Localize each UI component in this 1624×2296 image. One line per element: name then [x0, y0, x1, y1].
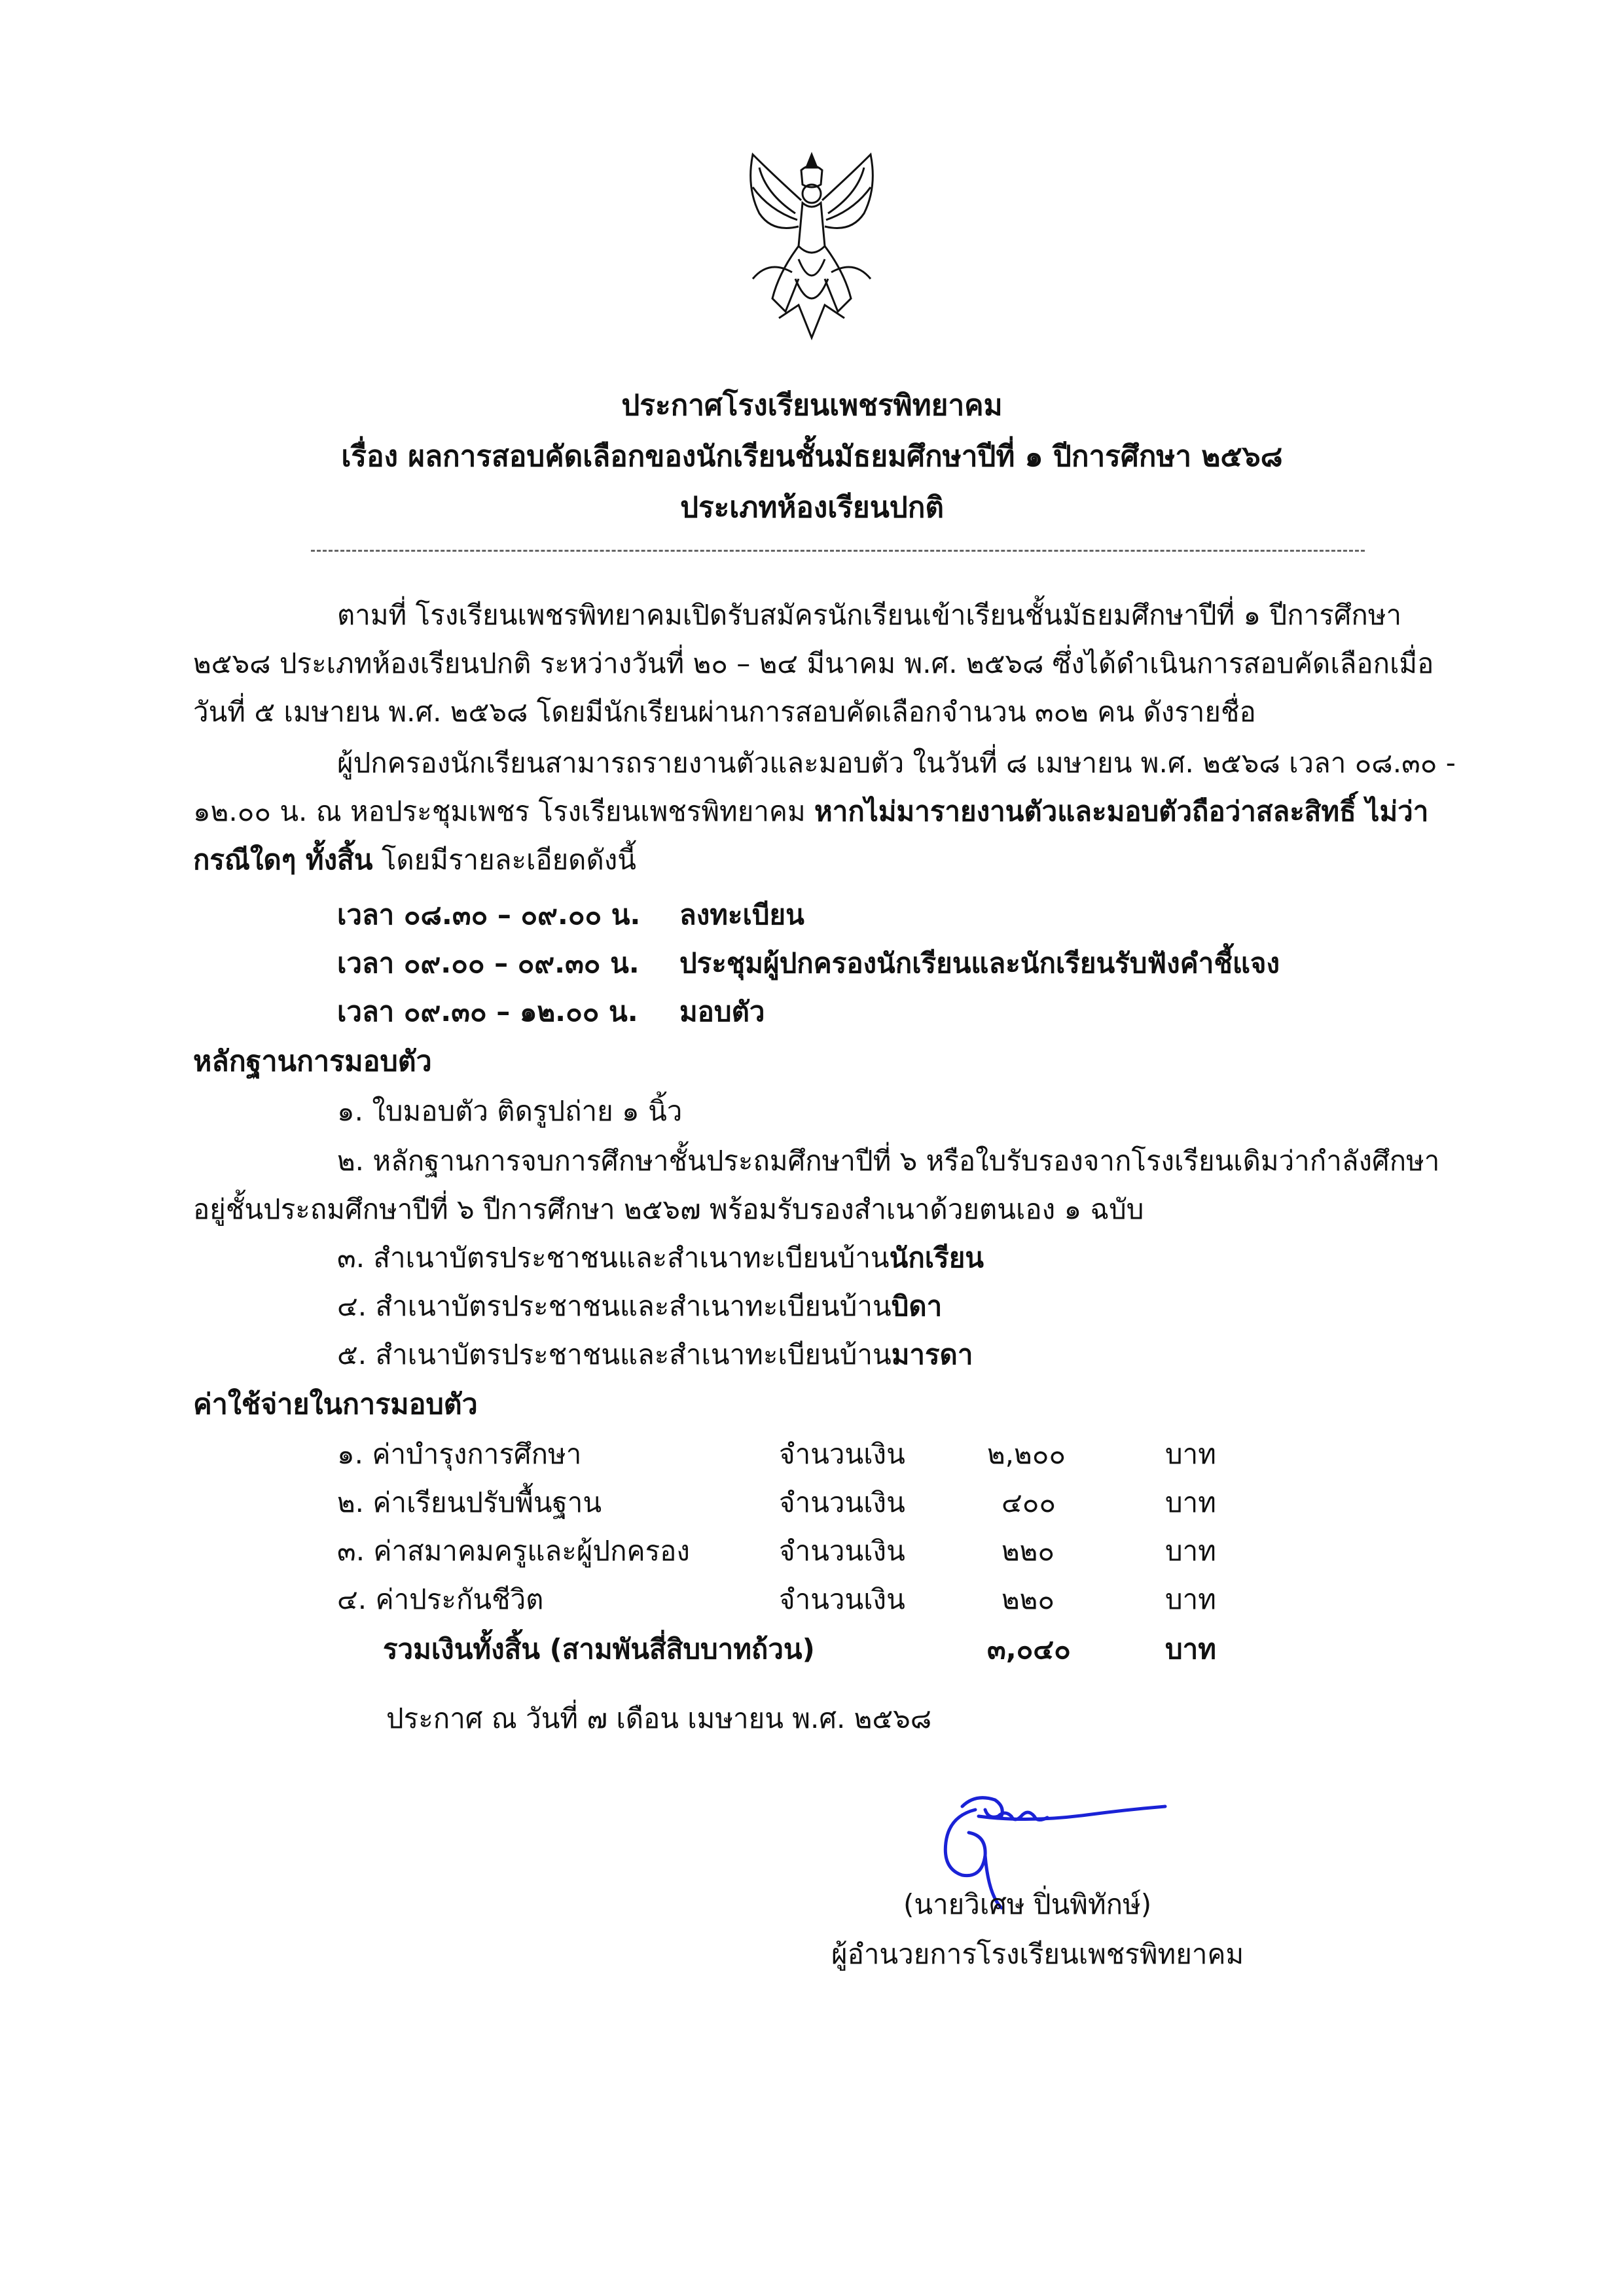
fee-label: ๓. ค่าสมาคมครูและผู้ปกครอง: [337, 1535, 690, 1567]
evidence-item-5-text: ๕. สำเนาบัตรประชาชนและสำเนาทะเบียนบ้าน: [337, 1338, 892, 1371]
fee-row: [0, 1483, 1624, 1522]
garuda-emblem-icon: [733, 148, 890, 344]
fee-label: ๑. ค่าบำรุงการศึกษา: [337, 1438, 582, 1470]
fee-total-row: [0, 1630, 1624, 1669]
fee-total-unit: บาท: [1165, 1633, 1216, 1665]
fee-amount-label: จำนวนเงิน: [779, 1438, 905, 1470]
report-warning-text: หากไม่มารายงานตัวและมอบตัวถือว่าสละสิทธิ์ ไม่ว่า: [814, 795, 1429, 827]
fee-amount: ๔๐๐: [1001, 1486, 1056, 1518]
evidence-item-5-emphasis: มารดา: [891, 1338, 973, 1371]
announcement-type: ประเภทห้องเรียนปกติ: [680, 491, 944, 524]
intro-line-2: ๒๕๖๘ ประเภทห้องเรียนปกติ ระหว่างวันที่ ๒๐ – ๒๔ มีนาคม พ.ศ. ๒๕๖๘ ซึ่งได้ดำเนินการสอบคัดเลือกเมื่อ: [193, 647, 1434, 679]
evidence-item-4: [337, 1287, 942, 1326]
evidence-item-4-emphasis: บิดา: [891, 1290, 943, 1322]
report-warning-end: กรณีใดๆ ทั้งสิ้น: [193, 844, 373, 876]
dashed-divider: [311, 550, 1365, 552]
fee-unit: บาท: [1165, 1583, 1216, 1615]
report-line-3: [193, 840, 636, 880]
announcement-date: ประกาศ ณ วันที่ ๗ เดือน เมษายน พ.ศ. ๒๕๖๘: [386, 1702, 932, 1734]
evidence-item-4-text: ๔. สำเนาบัตรประชาชนและสำเนาทะเบียนบ้าน: [337, 1290, 892, 1322]
fee-row: [0, 1435, 1624, 1474]
evidence-item-5: [337, 1335, 973, 1374]
signer-name: (นายวิเศษ ปิ่นพิทักษ์): [903, 1888, 1152, 1920]
fee-total-label: รวมเงินทั้งสิ้น (สามพันสี่สิบบาทถ้วน): [383, 1633, 815, 1665]
schedule-activity: ลงทะเบียน: [679, 899, 804, 931]
fee-row: [0, 1580, 1624, 1619]
announcement-title: ประกาศโรงเรียนเพชรพิทยาคม: [621, 389, 1003, 422]
schedule-time: เวลา ๐๙.๐๐ – ๐๙.๓๐ น.: [337, 947, 640, 979]
schedule-activity: มอบตัว: [679, 996, 765, 1028]
schedule-time: เวลา ๐๘.๓๐ – ๐๙.๐๐ น.: [337, 899, 641, 931]
fee-label: ๒. ค่าเรียนปรับพื้นฐาน: [337, 1486, 602, 1518]
intro-line-1: ตามที่ โรงเรียนเพชรพิทยาคมเปิดรับสมัครนักเรียนเข้าเรียนชั้นมัธยมศึกษาปีที่ ๑ ปีการศึกษา: [337, 599, 1402, 631]
evidence-item-3: [337, 1238, 984, 1278]
evidence-item-3-emphasis: นักเรียน: [889, 1242, 984, 1274]
evidence-item-2-line-2: อยู่ชั้นประถมศึกษาปีที่ ๖ ปีการศึกษา ๒๕๖๗ พร้อมรับรองสำเนาด้วยตนเอง ๑ ฉบับ: [193, 1193, 1144, 1225]
fee-unit: บาท: [1165, 1438, 1216, 1470]
fees-heading: ค่าใช้จ่ายในการมอบตัว: [193, 1388, 478, 1421]
report-line-3-text: โดยมีรายละเอียดดังนี้: [372, 844, 636, 876]
report-line-2-text: ๑๒.๐๐ น. ณ หอประชุมเพชร โรงเรียนเพชรพิทยาคม: [193, 795, 815, 827]
evidence-item-1: ๑. ใบมอบตัว ติดรูปถ่าย ๑ นิ้ว: [337, 1095, 683, 1127]
schedule-time: เวลา ๐๙.๓๐ – ๑๒.๐๐ น.: [337, 996, 638, 1028]
report-line-2: [193, 792, 1428, 831]
evidence-item-3-text: ๓. สำเนาบัตรประชาชนและสำเนาทะเบียนบ้าน: [337, 1242, 890, 1274]
intro-line-3: วันที่ ๕ เมษายน พ.ศ. ๒๕๖๘ โดยมีนักเรียนผ่านการสอบคัดเลือกจำนวน ๓๐๒ คน ดังรายชื่อ: [193, 696, 1256, 728]
fee-amount-label: จำนวนเงิน: [779, 1486, 905, 1518]
schedule-row: [0, 944, 1624, 983]
fee-row: [0, 1532, 1624, 1571]
evidence-heading: หลักฐานการมอบตัว: [193, 1045, 432, 1078]
schedule-row: [0, 992, 1624, 1031]
fee-total-amount: ๓,๐๔๐: [987, 1633, 1071, 1665]
fee-amount: ๒,๒๐๐: [987, 1438, 1066, 1470]
report-line-1: ผู้ปกครองนักเรียนสามารถรายงานตัวและมอบตัว ในวันที่ ๘ เมษายน พ.ศ. ๒๕๖๘ เวลา ๐๘.๓๐ -: [337, 747, 1456, 779]
fee-unit: บาท: [1165, 1486, 1216, 1518]
signer-position: ผู้อำนวยการโรงเรียนเพชรพิทยาคม: [831, 1938, 1244, 1970]
schedule-activity: ประชุมผู้ปกครองนักเรียนและนักเรียนรับฟังคำชี้แจง: [679, 947, 1280, 979]
fee-label: ๔. ค่าประกันชีวิต: [337, 1583, 544, 1615]
schedule-row: [0, 895, 1624, 935]
evidence-item-2-line-1: ๒. หลักฐานการจบการศึกษาชั้นประถมศึกษาปีที่ ๖ หรือใบรับรองจากโรงเรียนเดิมว่ากำลังศึกษา: [337, 1145, 1440, 1177]
fee-amount: ๒๒๐: [1001, 1583, 1055, 1615]
fee-amount-label: จำนวนเงิน: [779, 1583, 905, 1615]
fee-unit: บาท: [1165, 1535, 1216, 1567]
fee-amount: ๒๒๐: [1001, 1535, 1055, 1567]
announcement-subject: เรื่อง ผลการสอบคัดเลือกของนักเรียนชั้นมัธยมศึกษาปีที่ ๑ ปีการศึกษา ๒๕๖๘: [341, 440, 1283, 473]
fee-amount-label: จำนวนเงิน: [779, 1535, 905, 1567]
